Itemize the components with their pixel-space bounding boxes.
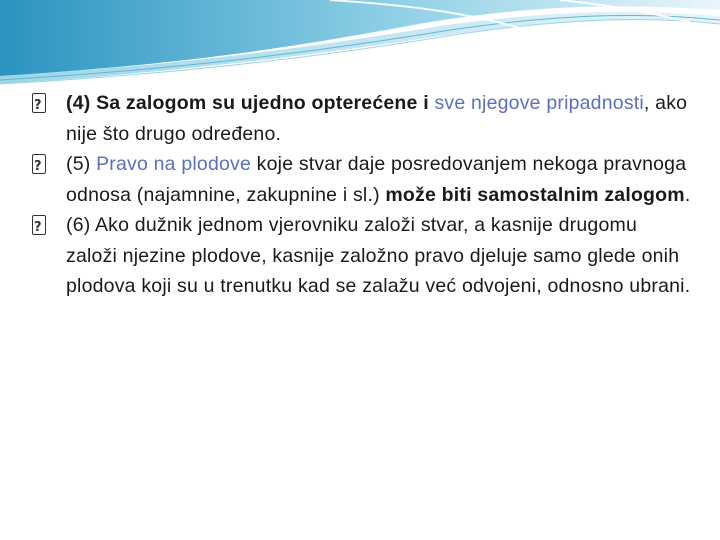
text-segment: (6) Ako dužnik jednom vjerovniku založi stvar, a kasnije drugomu založi njezine plodove, kasnije založno pravo djeluje samo glede onih plodova koji su u trenutku kad se zalažu već odvojeni, odnosno ubrani. xyxy=(66,214,691,297)
header-wave-decoration xyxy=(0,0,720,90)
text-segment: , ako nije što drugo određeno. xyxy=(66,92,688,145)
paragraph-1 xyxy=(32,88,692,149)
text-segment: . xyxy=(684,183,691,206)
text-segment: koje stvar daje posredovanjem nekoga pravnoga odnosa (najamnine, zakupnine i sl.) xyxy=(66,153,687,206)
bullet-icon xyxy=(32,149,66,184)
paragraph-3 xyxy=(32,210,692,302)
text-segment: može biti samostalnim zalogom xyxy=(385,183,685,206)
text-segment: (5) xyxy=(66,153,97,175)
bullet-icon xyxy=(32,88,66,123)
text-segment: Pravo na plodove xyxy=(96,153,252,175)
paragraph-2 xyxy=(32,149,692,210)
text-segment: Sa zalogom su ujedno opterećene i xyxy=(96,92,435,114)
text-segment: sve njegove pripadnosti xyxy=(434,92,644,114)
slide-body xyxy=(32,88,692,302)
bullet-icon xyxy=(32,210,66,245)
text-segment: (4) xyxy=(66,92,97,114)
